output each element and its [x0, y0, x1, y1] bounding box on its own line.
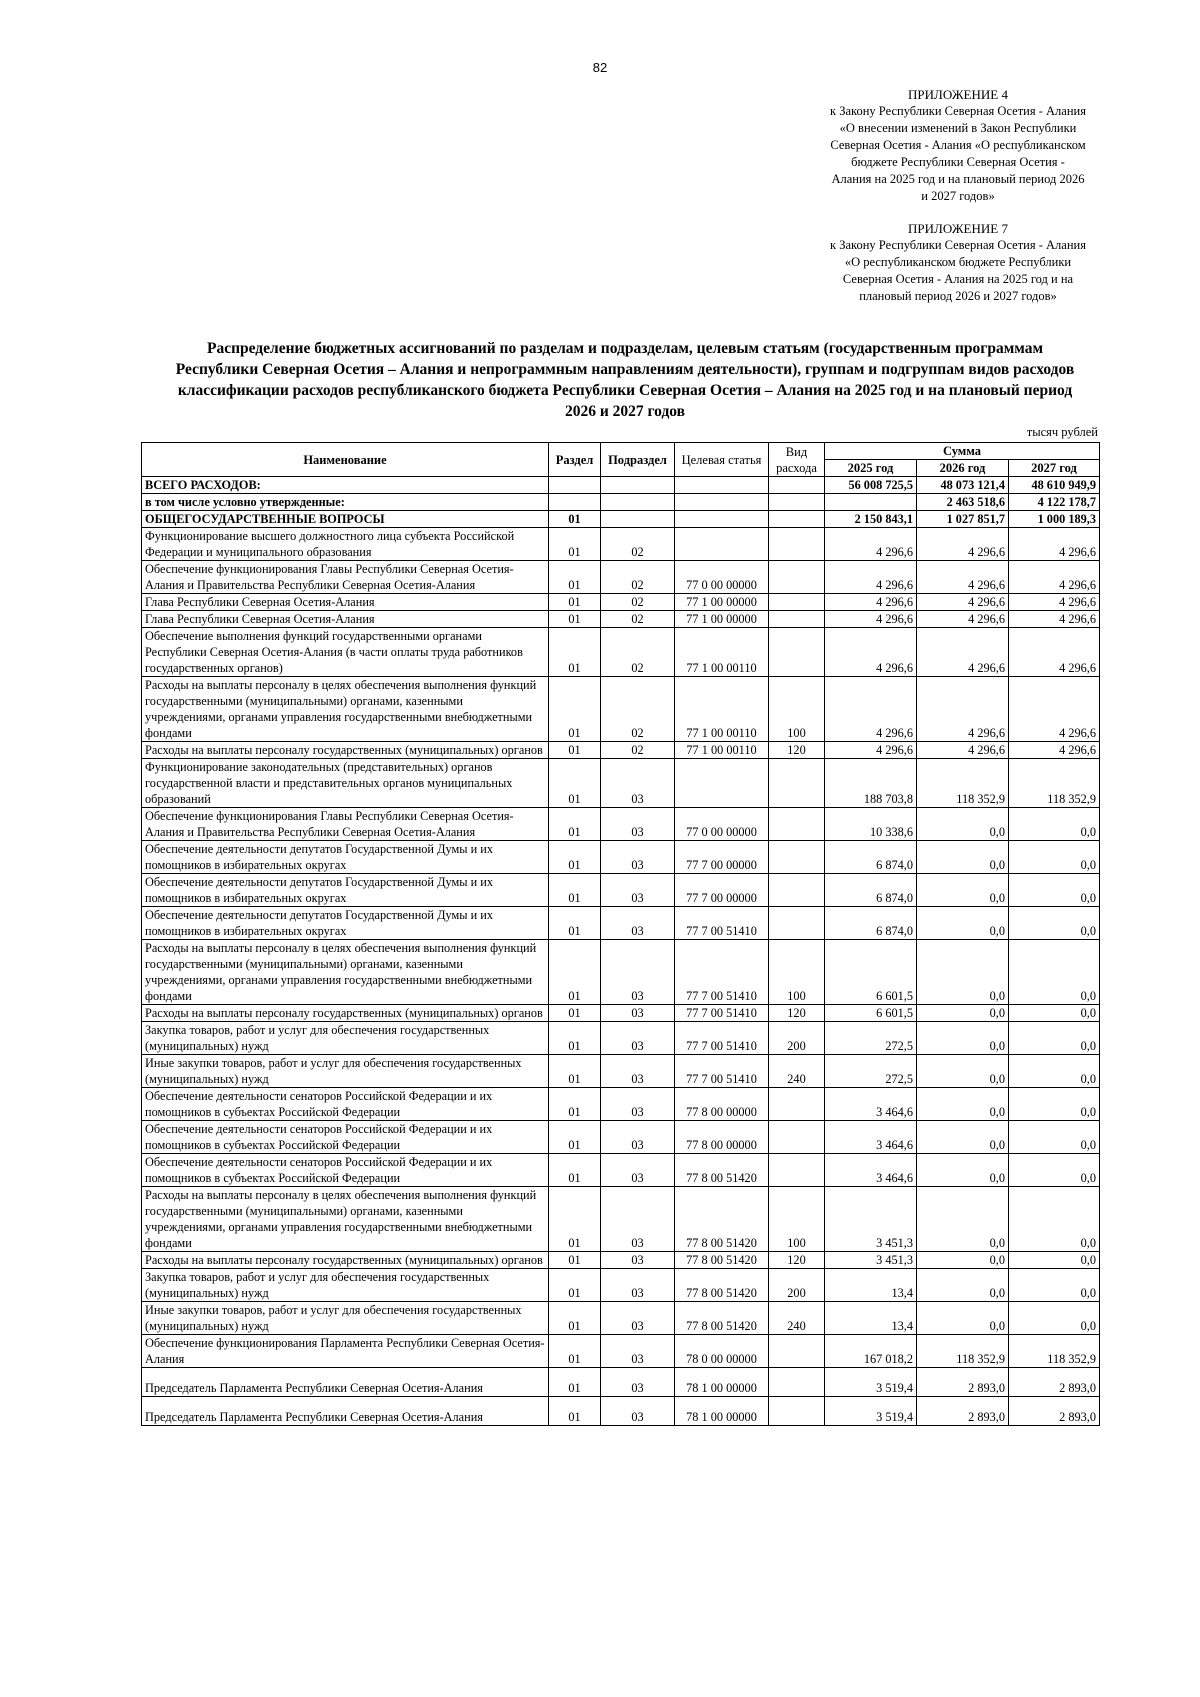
cell-type	[769, 907, 825, 940]
table-row	[142, 511, 1100, 528]
cell-2025: 13,4	[825, 1269, 917, 1302]
cell-2027: 4 122 178,7	[1009, 494, 1100, 511]
cell-target: 77 0 00 00000	[675, 561, 769, 594]
cell-subsection: 03	[601, 759, 675, 808]
table-row	[142, 759, 1100, 808]
table-row	[142, 874, 1100, 907]
cell-type	[769, 1154, 825, 1187]
header-section: Раздел	[549, 443, 601, 477]
cell-2026: 0,0	[917, 1154, 1009, 1187]
table-row	[142, 940, 1100, 1005]
cell-2026: 4 296,6	[917, 611, 1009, 628]
header-2025: 2025 год	[825, 460, 917, 477]
cell-subsection	[601, 511, 675, 528]
cell-target: 77 7 00 51410	[675, 1055, 769, 1088]
cell-2026: 0,0	[917, 1088, 1009, 1121]
cell-subsection: 03	[601, 874, 675, 907]
cell-target: 77 1 00 00000	[675, 611, 769, 628]
cell-target: 77 8 00 51420	[675, 1252, 769, 1269]
cell-name: Расходы на выплаты персоналу государственных (муниципальных) органов	[142, 1252, 549, 1269]
units-label: тысяч рублей	[1026, 425, 1098, 439]
cell-2025: 4 296,6	[825, 611, 917, 628]
cell-type	[769, 1397, 825, 1426]
cell-name: Иные закупки товаров, работ и услуг для обеспечения государственных (муниципальных) нужд	[142, 1302, 549, 1335]
cell-target: 78 0 00 00000	[675, 1335, 769, 1368]
budget-table	[141, 442, 1100, 1426]
annex-4-block	[830, 86, 1086, 205]
cell-name: Расходы на выплаты персоналу в целях обеспечения выполнения функций государственными (муниципальными) органами, казенными учреждениями, органами управления государственными внебюджетными фондами	[142, 940, 549, 1005]
table-row	[142, 1335, 1100, 1368]
cell-subsection	[601, 494, 675, 511]
cell-subsection: 03	[601, 808, 675, 841]
cell-2027: 4 296,6	[1009, 628, 1100, 677]
table-row	[142, 742, 1100, 759]
cell-subsection: 02	[601, 561, 675, 594]
cell-2026: 0,0	[917, 1269, 1009, 1302]
table-row	[142, 907, 1100, 940]
cell-2027: 0,0	[1009, 907, 1100, 940]
cell-subsection: 03	[601, 1335, 675, 1368]
cell-2026: 0,0	[917, 1121, 1009, 1154]
cell-2025: 3 451,3	[825, 1252, 917, 1269]
cell-name: Иные закупки товаров, работ и услуг для обеспечения государственных (муниципальных) нужд	[142, 1055, 549, 1088]
cell-target	[675, 477, 769, 494]
cell-type: 240	[769, 1302, 825, 1335]
table-row	[142, 1397, 1100, 1426]
cell-type: 120	[769, 1005, 825, 1022]
cell-type	[769, 611, 825, 628]
cell-name: Обеспечение функционирования Главы Республики Северная Осетия-Алания и Правительства Республики Северная Осетия-Алания	[142, 808, 549, 841]
cell-subsection: 02	[601, 528, 675, 561]
cell-target: 77 8 00 51420	[675, 1154, 769, 1187]
cell-target	[675, 759, 769, 808]
annex-4-heading: ПРИЛОЖЕНИЕ 4	[908, 87, 1008, 102]
cell-name: Функционирование законодательных (представительных) органов государственной власти и представительных органов муниципальных образований	[142, 759, 549, 808]
cell-target: 77 7 00 00000	[675, 841, 769, 874]
cell-2026: 0,0	[917, 1187, 1009, 1252]
cell-2026: 0,0	[917, 940, 1009, 1005]
cell-target: 77 7 00 00000	[675, 874, 769, 907]
cell-section: 01	[549, 1022, 601, 1055]
cell-name: Глава Республики Северная Осетия-Алания	[142, 594, 549, 611]
cell-subsection: 03	[601, 841, 675, 874]
cell-section: 01	[549, 1397, 601, 1426]
cell-section: 01	[549, 1187, 601, 1252]
cell-name: Обеспечение деятельности депутатов Государственной Думы и их помощников в избирательных округах	[142, 874, 549, 907]
cell-subsection: 03	[601, 940, 675, 1005]
cell-2027: 118 352,9	[1009, 759, 1100, 808]
cell-type	[769, 1088, 825, 1121]
cell-subsection: 03	[601, 1368, 675, 1397]
cell-2025: 4 296,6	[825, 677, 917, 742]
cell-2026: 0,0	[917, 841, 1009, 874]
cell-2025: 4 296,6	[825, 594, 917, 611]
cell-type	[769, 561, 825, 594]
cell-2027: 0,0	[1009, 874, 1100, 907]
cell-type	[769, 808, 825, 841]
table-row	[142, 561, 1100, 594]
cell-2027: 48 610 949,9	[1009, 477, 1100, 494]
cell-name: Обеспечение выполнения функций государственными органами Республики Северная Осетия-Алания (в части оплаты труда работников государственных органов)	[142, 628, 549, 677]
table-row	[142, 1252, 1100, 1269]
cell-name: Расходы на выплаты персоналу государственных (муниципальных) органов	[142, 1005, 549, 1022]
cell-type	[769, 628, 825, 677]
cell-target: 77 1 00 00110	[675, 677, 769, 742]
cell-2026: 0,0	[917, 874, 1009, 907]
cell-name: Обеспечение деятельности депутатов Государственной Думы и их помощников в избирательных округах	[142, 907, 549, 940]
table-row	[142, 494, 1100, 511]
cell-2026: 118 352,9	[917, 1335, 1009, 1368]
cell-target: 77 8 00 51420	[675, 1269, 769, 1302]
cell-section: 01	[549, 841, 601, 874]
annex-4-text: к Закону Республики Северная Осетия - Алания «О внесении изменений в Закон Республики Северная Осетия - Алания «О республиканском бюджете Республики Северная Осетия - Алания на 2025 год и на плановый период 2026 и 2027 годов»	[830, 104, 1086, 203]
cell-2027: 0,0	[1009, 1187, 1100, 1252]
cell-2027: 0,0	[1009, 841, 1100, 874]
cell-target: 77 8 00 00000	[675, 1088, 769, 1121]
cell-section: 01	[549, 1088, 601, 1121]
cell-subsection: 03	[601, 907, 675, 940]
table-row	[142, 1187, 1100, 1252]
cell-subsection: 03	[601, 1055, 675, 1088]
cell-subsection: 03	[601, 1397, 675, 1426]
cell-section: 01	[549, 1269, 601, 1302]
cell-section: 01	[549, 1252, 601, 1269]
cell-2027: 0,0	[1009, 808, 1100, 841]
cell-2027: 4 296,6	[1009, 561, 1100, 594]
header-type: Вид расхода	[769, 443, 825, 477]
cell-2027: 2 893,0	[1009, 1368, 1100, 1397]
cell-2026: 0,0	[917, 1022, 1009, 1055]
cell-target	[675, 528, 769, 561]
cell-section: 01	[549, 940, 601, 1005]
cell-subsection: 02	[601, 628, 675, 677]
cell-2026: 4 296,6	[917, 742, 1009, 759]
cell-2025	[825, 494, 917, 511]
cell-type: 200	[769, 1269, 825, 1302]
cell-2025: 10 338,6	[825, 808, 917, 841]
cell-2026: 2 893,0	[917, 1397, 1009, 1426]
cell-2025: 6 874,0	[825, 907, 917, 940]
header-2027: 2027 год	[1009, 460, 1100, 477]
cell-2026: 0,0	[917, 907, 1009, 940]
cell-2026: 1 027 851,7	[917, 511, 1009, 528]
cell-name: Закупка товаров, работ и услуг для обеспечения государственных (муниципальных) нужд	[142, 1269, 549, 1302]
cell-target: 77 1 00 00110	[675, 628, 769, 677]
cell-subsection: 03	[601, 1269, 675, 1302]
cell-2025: 188 703,8	[825, 759, 917, 808]
cell-subsection: 03	[601, 1121, 675, 1154]
cell-subsection: 03	[601, 1302, 675, 1335]
cell-name: Закупка товаров, работ и услуг для обеспечения государственных (муниципальных) нужд	[142, 1022, 549, 1055]
cell-2027: 4 296,6	[1009, 594, 1100, 611]
cell-name: Глава Республики Северная Осетия-Алания	[142, 611, 549, 628]
cell-section: 01	[549, 1005, 601, 1022]
cell-2026: 0,0	[917, 1302, 1009, 1335]
cell-2025: 3 451,3	[825, 1187, 917, 1252]
cell-2026: 0,0	[917, 1005, 1009, 1022]
cell-2027: 0,0	[1009, 1302, 1100, 1335]
table-row	[142, 528, 1100, 561]
cell-type: 100	[769, 677, 825, 742]
cell-section: 01	[549, 1121, 601, 1154]
table-row	[142, 1055, 1100, 1088]
cell-2025: 6 874,0	[825, 874, 917, 907]
cell-target	[675, 494, 769, 511]
cell-section: 01	[549, 628, 601, 677]
cell-2027: 0,0	[1009, 940, 1100, 1005]
cell-2026: 4 296,6	[917, 561, 1009, 594]
cell-section: 01	[549, 1154, 601, 1187]
cell-2027: 0,0	[1009, 1154, 1100, 1187]
cell-section: 01	[549, 742, 601, 759]
cell-2025: 2 150 843,1	[825, 511, 917, 528]
cell-2027: 4 296,6	[1009, 528, 1100, 561]
cell-target: 77 0 00 00000	[675, 808, 769, 841]
cell-section: 01	[549, 907, 601, 940]
cell-subsection: 02	[601, 677, 675, 742]
cell-2027: 0,0	[1009, 1088, 1100, 1121]
cell-name: Обеспечение деятельности сенаторов Российской Федерации и их помощников в субъектах Российской Федерации	[142, 1088, 549, 1121]
annex-7-text: к Закону Республики Северная Осетия - Алания «О республиканском бюджете Республики Северная Осетия - Алания на 2025 год и на плановый период 2026 и 2027 годов»	[830, 238, 1086, 303]
cell-section: 01	[549, 1055, 601, 1088]
cell-section: 01	[549, 594, 601, 611]
cell-name: в том числе условно утвержденные:	[142, 494, 549, 511]
cell-type	[769, 1335, 825, 1368]
cell-section: 01	[549, 1335, 601, 1368]
cell-subsection: 02	[601, 742, 675, 759]
cell-2025: 272,5	[825, 1022, 917, 1055]
cell-2027: 0,0	[1009, 1055, 1100, 1088]
cell-target: 77 8 00 51420	[675, 1302, 769, 1335]
cell-subsection: 03	[601, 1187, 675, 1252]
cell-subsection: 03	[601, 1154, 675, 1187]
cell-2027: 0,0	[1009, 1121, 1100, 1154]
cell-type	[769, 594, 825, 611]
table-row	[142, 808, 1100, 841]
annex-7-heading: ПРИЛОЖЕНИЕ 7	[908, 221, 1008, 236]
cell-section: 01	[549, 759, 601, 808]
cell-type	[769, 1368, 825, 1397]
cell-type: 100	[769, 940, 825, 1005]
header-sum: Сумма	[825, 443, 1100, 460]
cell-type: 120	[769, 1252, 825, 1269]
cell-subsection: 02	[601, 611, 675, 628]
cell-2027: 0,0	[1009, 1005, 1100, 1022]
cell-2027: 118 352,9	[1009, 1335, 1100, 1368]
page-number: 82	[592, 60, 608, 75]
cell-2026: 4 296,6	[917, 594, 1009, 611]
cell-target: 77 7 00 51410	[675, 1022, 769, 1055]
cell-name: Функционирование высшего должностного лица субъекта Российской Федерации и муниципального образования	[142, 528, 549, 561]
cell-2025: 272,5	[825, 1055, 917, 1088]
table-row	[142, 1269, 1100, 1302]
cell-type	[769, 759, 825, 808]
cell-name: Обеспечение деятельности сенаторов Российской Федерации и их помощников в субъектах Российской Федерации	[142, 1154, 549, 1187]
cell-2027: 4 296,6	[1009, 742, 1100, 759]
cell-2027: 4 296,6	[1009, 677, 1100, 742]
cell-target: 77 1 00 00000	[675, 594, 769, 611]
cell-section: 01	[549, 677, 601, 742]
cell-target: 77 1 00 00110	[675, 742, 769, 759]
cell-section: 01	[549, 611, 601, 628]
cell-2025: 13,4	[825, 1302, 917, 1335]
cell-subsection: 02	[601, 594, 675, 611]
cell-name: Расходы на выплаты персоналу в целях обеспечения выполнения функций государственными (муниципальными) органами, казенными учреждениями, органами управления государственными внебюджетными фондами	[142, 677, 549, 742]
cell-type: 240	[769, 1055, 825, 1088]
cell-2027: 0,0	[1009, 1269, 1100, 1302]
cell-2025: 4 296,6	[825, 528, 917, 561]
header-subsection: Подраздел	[601, 443, 675, 477]
cell-subsection: 03	[601, 1005, 675, 1022]
cell-2026: 4 296,6	[917, 528, 1009, 561]
cell-name: ОБЩЕГОСУДАРСТВЕННЫЕ ВОПРОСЫ	[142, 511, 549, 528]
annex-7-block	[830, 220, 1086, 305]
cell-2026: 2 463 518,6	[917, 494, 1009, 511]
table-row	[142, 594, 1100, 611]
cell-type	[769, 528, 825, 561]
cell-2025: 4 296,6	[825, 628, 917, 677]
table-row	[142, 677, 1100, 742]
cell-name: Расходы на выплаты персоналу государственных (муниципальных) органов	[142, 742, 549, 759]
cell-subsection: 03	[601, 1252, 675, 1269]
cell-2027: 2 893,0	[1009, 1397, 1100, 1426]
cell-section: 01	[549, 874, 601, 907]
document-title: Распределение бюджетных ассигнований по разделам и подразделам, целевым статьям (государственным программам Республики Северная Осетия – Алания и непрограммным направлениям деятельности), группам и подгруппам видов расходов классификации расходов республиканского бюджета Республики Северная Осетия – Алания на 2025 год и на плановый период 2026 и 2027 годов	[175, 340, 1075, 420]
cell-2027: 0,0	[1009, 1252, 1100, 1269]
cell-section	[549, 494, 601, 511]
header-target: Целевая статья	[675, 443, 769, 477]
cell-target: 78 1 00 00000	[675, 1368, 769, 1397]
cell-section: 01	[549, 561, 601, 594]
cell-2025: 6 601,5	[825, 940, 917, 1005]
cell-target: 77 8 00 00000	[675, 1121, 769, 1154]
cell-name: Обеспечение деятельности депутатов Государственной Думы и их помощников в избирательных округах	[142, 841, 549, 874]
cell-type: 120	[769, 742, 825, 759]
cell-name: Расходы на выплаты персоналу в целях обеспечения выполнения функций государственными (муниципальными) органами, казенными учреждениями, органами управления государственными внебюджетными фондами	[142, 1187, 549, 1252]
cell-2025: 56 008 725,5	[825, 477, 917, 494]
header-2026: 2026 год	[917, 460, 1009, 477]
table-row	[142, 1088, 1100, 1121]
cell-2026: 0,0	[917, 1055, 1009, 1088]
table-row	[142, 1022, 1100, 1055]
cell-2027: 1 000 189,3	[1009, 511, 1100, 528]
cell-2026: 2 893,0	[917, 1368, 1009, 1397]
table-body	[142, 477, 1100, 1426]
cell-2027: 0,0	[1009, 1022, 1100, 1055]
cell-2025: 4 296,6	[825, 561, 917, 594]
cell-2026: 0,0	[917, 1252, 1009, 1269]
cell-2027: 4 296,6	[1009, 611, 1100, 628]
cell-name: Председатель Парламента Республики Северная Осетия-Алания	[142, 1397, 549, 1426]
cell-type	[769, 1121, 825, 1154]
cell-2026: 48 073 121,4	[917, 477, 1009, 494]
table-row	[142, 628, 1100, 677]
cell-target: 77 7 00 51410	[675, 940, 769, 1005]
cell-target: 77 7 00 51410	[675, 907, 769, 940]
cell-2025: 167 018,2	[825, 1335, 917, 1368]
cell-name: Председатель Парламента Республики Северная Осетия-Алания	[142, 1368, 549, 1397]
cell-2025: 6 874,0	[825, 841, 917, 874]
cell-2026: 4 296,6	[917, 628, 1009, 677]
table-row	[142, 1121, 1100, 1154]
cell-name: Обеспечение функционирования Парламента Республики Северная Осетия-Алания	[142, 1335, 549, 1368]
cell-type: 200	[769, 1022, 825, 1055]
table-row	[142, 1154, 1100, 1187]
cell-section: 01	[549, 1368, 601, 1397]
cell-section: 01	[549, 808, 601, 841]
cell-target: 77 7 00 51410	[675, 1005, 769, 1022]
cell-2025: 4 296,6	[825, 742, 917, 759]
cell-section: 01	[549, 528, 601, 561]
table-row	[142, 1005, 1100, 1022]
cell-2025: 3 464,6	[825, 1088, 917, 1121]
cell-2026: 118 352,9	[917, 759, 1009, 808]
cell-name: Обеспечение деятельности сенаторов Российской Федерации и их помощников в субъектах Российской Федерации	[142, 1121, 549, 1154]
cell-target	[675, 511, 769, 528]
cell-2025: 3 464,6	[825, 1121, 917, 1154]
cell-name: ВСЕГО РАСХОДОВ:	[142, 477, 549, 494]
cell-2025: 3 519,4	[825, 1368, 917, 1397]
table-row	[142, 611, 1100, 628]
cell-section	[549, 477, 601, 494]
cell-target: 77 8 00 51420	[675, 1187, 769, 1252]
cell-2025: 6 601,5	[825, 1005, 917, 1022]
cell-2025: 3 519,4	[825, 1397, 917, 1426]
cell-subsection: 03	[601, 1022, 675, 1055]
cell-2026: 0,0	[917, 808, 1009, 841]
table-row	[142, 477, 1100, 494]
table-row	[142, 841, 1100, 874]
cell-type	[769, 477, 825, 494]
cell-type	[769, 874, 825, 907]
header-name: Наименование	[142, 443, 549, 477]
cell-target: 78 1 00 00000	[675, 1397, 769, 1426]
cell-name: Обеспечение функционирования Главы Республики Северная Осетия-Алания и Правительства Республики Северная Осетия-Алания	[142, 561, 549, 594]
table-row	[142, 1368, 1100, 1397]
cell-subsection: 03	[601, 1088, 675, 1121]
cell-type	[769, 841, 825, 874]
cell-section: 01	[549, 1302, 601, 1335]
cell-type: 100	[769, 1187, 825, 1252]
cell-subsection	[601, 477, 675, 494]
cell-type	[769, 494, 825, 511]
cell-type	[769, 511, 825, 528]
cell-section: 01	[549, 511, 601, 528]
cell-2026: 4 296,6	[917, 677, 1009, 742]
table-row	[142, 1302, 1100, 1335]
table-header	[142, 443, 1100, 477]
cell-2025: 3 464,6	[825, 1154, 917, 1187]
